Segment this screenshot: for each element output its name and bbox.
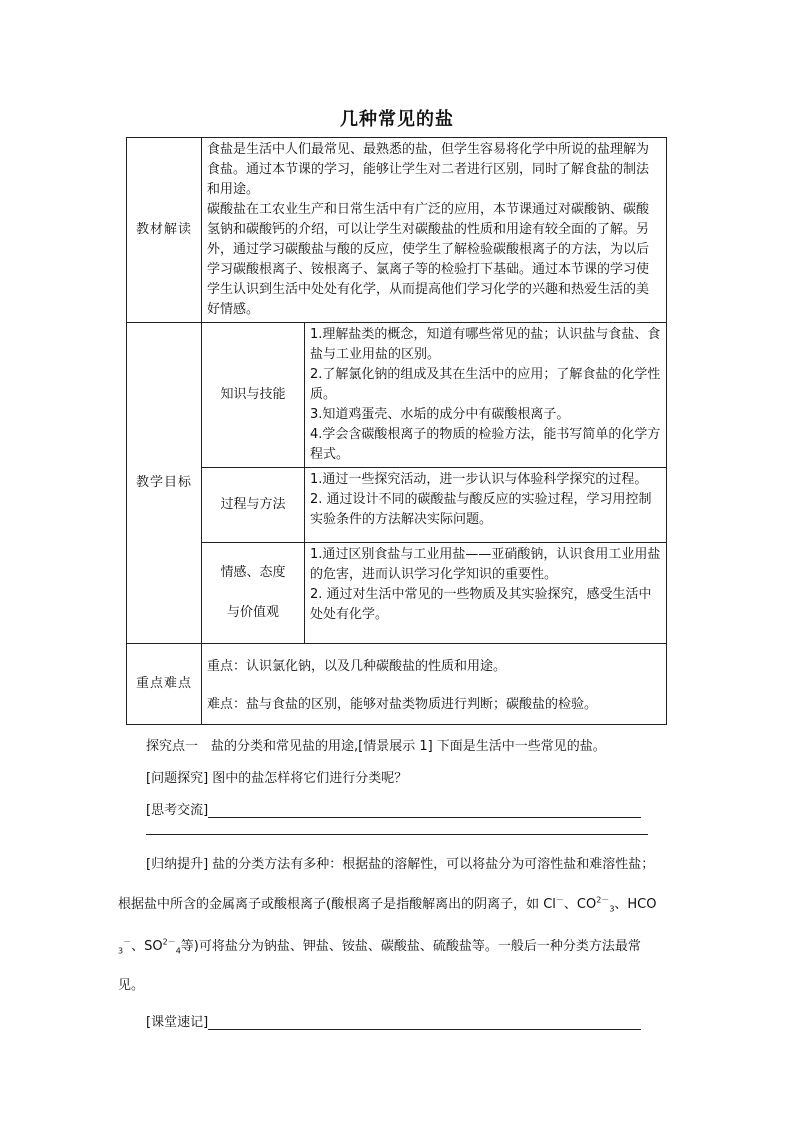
summary-line-4: 见。 bbox=[118, 978, 145, 993]
list-item: 3.知道鸡蛋壳、水垢的成分中有碳酸根离子。 bbox=[310, 407, 570, 422]
list-item: 4.学会含碳酸根离子的物质的检验方法，能书写简单的化学方程式。 bbox=[310, 427, 661, 462]
list-item: 1.通过一些探究活动，进一步认识与体验科学探究的过程。 bbox=[310, 472, 648, 487]
list-item: 1.通过区别食盐与工业用盐——亚硝酸钠，认识食用工业用盐的危害，进而认识学习化学知识的重要性。 bbox=[310, 547, 661, 582]
table-row-jiaocai bbox=[127, 138, 667, 323]
list-item: 2. 通过设计不同的碳酸盐与酸反应的实验过程，学习用控制实验条件的方法解决实际问题。 bbox=[310, 492, 652, 527]
jiaocai-paragraph: 碳酸盐在工农业生产和日常生活中有广泛的应用，本节课通过对碳酸钠、碳酸氢钠和碳酸钙的介绍，可以让学生对碳酸盐的性质和用途有较全面的了解。另外，通过学习碳酸盐与酸的反应，使学生了解检验碳酸根离子的方法，为以后学习碳酸根离子、铵根离子、氯离子等的检验打下基础。通过本节课的学习使学生认识到生活中处处有化学，从而提高他们学习化学的兴趣和热爱生活的美好情感。 bbox=[207, 202, 650, 317]
superscript: 2－ bbox=[596, 895, 610, 905]
think-line bbox=[146, 799, 641, 818]
emotion-content bbox=[305, 543, 667, 644]
page-title: 几种常见的盐 bbox=[340, 109, 454, 130]
row-label-mubiao: 教学目标 bbox=[127, 323, 202, 644]
sub-label-emotion-line2: 与价值观 bbox=[226, 605, 279, 620]
subscript: 4 bbox=[175, 946, 181, 956]
summary-text: 、SO bbox=[131, 939, 163, 954]
sub-label-emotion bbox=[202, 543, 305, 644]
table-row-zhongdian bbox=[127, 644, 667, 725]
superscript: 2－ bbox=[162, 937, 176, 947]
sub-label-knowledge: 知识与技能 bbox=[202, 323, 305, 468]
notes-blank[interactable] bbox=[208, 1013, 641, 1030]
sub-label-process: 过程与方法 bbox=[202, 468, 305, 543]
summary-line-3 bbox=[118, 935, 641, 956]
table-row-emotion bbox=[127, 543, 667, 644]
lesson-table bbox=[126, 137, 667, 725]
sub-label-emotion-line1: 情感、态度 bbox=[220, 565, 286, 580]
superscript: － bbox=[123, 937, 132, 947]
difficulty-point: 难点：盐与食盐的区别，能够对盐类物质进行判断；碳酸盐的检验。 bbox=[207, 697, 598, 712]
think-answer-blank-2[interactable] bbox=[146, 822, 648, 835]
summary-text: 、CO bbox=[563, 897, 597, 912]
list-item: 2.了解氯化钠的组成及其在生活中的应用；了解食盐的化学性质。 bbox=[310, 367, 661, 402]
key-point: 重点：认识氯化钠，以及几种碳酸盐的性质和用途。 bbox=[207, 659, 507, 674]
row-label-jiaocai: 教材解读 bbox=[127, 138, 202, 323]
notes-line bbox=[146, 1011, 641, 1030]
summary-text: 、HCO bbox=[614, 897, 657, 912]
question-line: [问题探究] 图中的盐怎样将它们进行分类呢？ bbox=[146, 771, 408, 786]
summary-line-1: [归纳提升] 盐的分类方法有多种：根据盐的溶解性，可以将盐分为可溶性盐和难溶性盐； bbox=[146, 857, 655, 872]
subscript: 3 bbox=[118, 946, 124, 956]
subscript: 3 bbox=[609, 904, 615, 914]
table-row-process bbox=[127, 468, 667, 543]
table-row-knowledge bbox=[127, 323, 667, 468]
summary-text: 等)可将盐分为钠盐、钾盐、铵盐、碳酸盐、硫酸盐等。一般后一种分类方法最常 bbox=[180, 939, 641, 954]
list-item: 2. 通过对生活中常见的一些物质及其实验探究，感受生活中处处有化学。 bbox=[310, 587, 652, 622]
knowledge-content bbox=[305, 323, 667, 468]
summary-line-2 bbox=[118, 893, 657, 914]
think-label: [思考交流] bbox=[146, 803, 209, 818]
think-answer-blank[interactable] bbox=[208, 801, 641, 818]
zhongdian-content bbox=[202, 644, 667, 725]
summary-text: 根据盐中所含的金属离子或酸根离子(酸根离子是指酸解离出的阴离子，如 Cl bbox=[118, 897, 556, 912]
process-content bbox=[305, 468, 667, 543]
list-item: 1.理解盐类的概念，知道有哪些常见的盐；认识盐与食盐、食盐与工业用盐的区别。 bbox=[310, 327, 661, 362]
notes-label: [课堂速记] bbox=[146, 1015, 209, 1030]
explore-line: 探究点一 盐的分类和常见盐的用途,[情景展示 1] 下面是生活中一些常见的盐。 bbox=[146, 739, 606, 754]
jiaocai-content bbox=[202, 138, 667, 323]
jiaocai-paragraph: 食盐是生活中人们最常见、最熟悉的盐，但学生容易将化学中所说的盐理解为食盐。通过本节课的学习，能够让学生对二者进行区别，同时了解食盐的制法和用途。 bbox=[207, 142, 650, 197]
row-label-zhongdian: 重点难点 bbox=[127, 644, 202, 725]
superscript: － bbox=[555, 895, 564, 905]
